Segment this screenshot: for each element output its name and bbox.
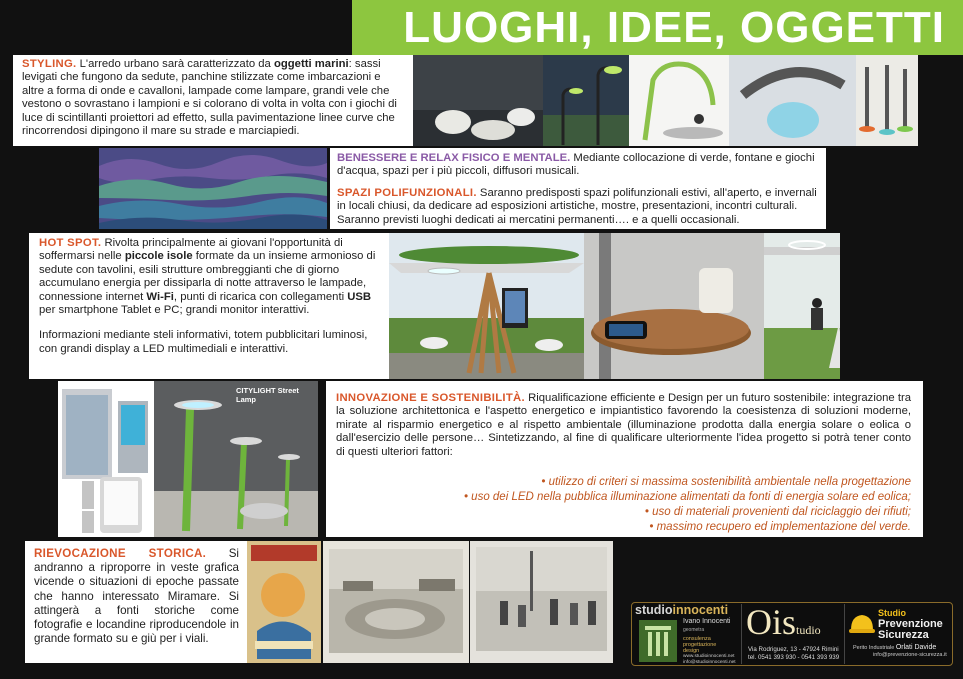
- innovazione-block: [336, 392, 911, 459]
- citylight-render: [58, 381, 318, 537]
- innocenti-service: progettazione: [683, 642, 717, 648]
- historic-poster-illustration: [247, 541, 321, 663]
- historic-photo-beach: [323, 541, 469, 663]
- bullet-text: uso di materiali provenienti dal riciclaggio dei rifiuti;: [652, 506, 911, 519]
- innocenti-service: design: [683, 648, 700, 654]
- innovazione-panel: [326, 381, 923, 537]
- hard-hat-icon: [849, 612, 875, 639]
- bullet-text: uso dei LED nella pubblica illuminazione alimentati da fonti di energia solare ed eolica;: [471, 491, 911, 504]
- waves-pavement-photo: [99, 148, 327, 229]
- bullet-dot-icon: •: [649, 521, 657, 534]
- styling-panel: [13, 55, 413, 146]
- bullet-item: [336, 490, 911, 505]
- prev-word-1: Studio: [878, 608, 906, 618]
- innocenti-mail: info@studioinnocenti.net: [683, 660, 736, 665]
- oistudio-logo: [741, 604, 844, 664]
- innocenti-role: geometra: [683, 627, 705, 633]
- rievocazione-heading: RIEVOCAZIONE STORICA.: [34, 547, 207, 560]
- historic-beach-illustration: [323, 541, 469, 663]
- hotspot-illustration: [389, 233, 840, 379]
- hotspot-text-2: formate da un insieme armonioso di sedute con tavolini, esili strutture ombreggianti che di giorno accumulano energia per dissiparla di notte attraverso le lampade, connessione internet: [39, 250, 376, 303]
- oistudio-contact: [748, 646, 839, 662]
- styling-bold-1: oggetti marini: [273, 58, 349, 70]
- bullet-dot-icon: •: [541, 476, 549, 489]
- innocenti-contact: [683, 618, 736, 666]
- hotspot-heading: HOT SPOT.: [39, 237, 102, 249]
- oistudio-phones: tel. 0541 393 930 - 0541 393 939: [748, 654, 840, 661]
- footer-logos: [631, 602, 953, 666]
- prev-word-2: Prevenzione: [878, 618, 943, 630]
- innocenti-service: consulenza: [683, 636, 711, 642]
- hotspot-text-1: Rivolta principalmente ai giovani l'opportunità di soffermarsi nelle: [39, 237, 343, 263]
- waves-pattern: [99, 148, 327, 229]
- prevenzione-logo: [844, 604, 951, 664]
- bullet-text: massimo recupero ed implementazione del verde.: [656, 521, 911, 534]
- prevenzione-wordmark: [878, 608, 943, 641]
- tudio-word: tudio: [796, 623, 821, 637]
- hotspot-bold-3: USB: [347, 290, 372, 303]
- column-logo-icon: [639, 620, 677, 662]
- rievocazione-text: Si andranno a riproporre in veste grafica vicende o situazioni di epoche passate che hanno interessato Miramare. Si attingerà a fonti storiche come fotografie e locandine riproducendole in grande formato su e giù per i viali.: [34, 547, 239, 646]
- hotspot-text-3: , punti di ricarica con collegamenti: [173, 290, 348, 303]
- spazi-heading: SPAZI POLIFUNZIONALI.: [337, 186, 477, 199]
- studio-innocenti-logo: [635, 604, 739, 664]
- hotspot-bold-1: piccole isole: [124, 250, 193, 263]
- bullet-dot-icon: •: [463, 491, 472, 504]
- innovazione-text: Riqualificazione efficiente e Design per un futuro sostenibile: integrazione tra la soluzione architettonica e l'aspetto energetico e impiantistico favorendo la coesistenza di soluzioni moderne, mirate al risparmio energetico e al rispetto ambientale (illuminazione prodotta dalla energia solare o eolica o dall'esercizio delle persone… Sintetizzando, al fine di qualificare ulteriormente l'idea progetto si potrà tener conto di questi ulteriori fattori:: [336, 392, 912, 458]
- bullet-item: [336, 475, 911, 490]
- prev-name: Orlati Davide: [895, 644, 937, 651]
- page-title: LUOGHI, IDEE, OGGETTI: [352, 0, 963, 55]
- bullet-text: utilizzo di criteri si massima sostenibilità ambientale nella progettazione: [548, 476, 911, 489]
- spazi-block: [337, 187, 820, 227]
- prev-word-3: Sicurezza: [878, 629, 929, 641]
- bullet-dot-icon: •: [644, 506, 653, 519]
- studio-word: studio: [635, 603, 673, 617]
- innocenti-word: innocenti: [672, 603, 729, 617]
- marine-objects-illustration: [413, 55, 918, 146]
- oistudio-address: Via Rodriguez, 13 - 47924 Rimini: [748, 646, 839, 653]
- styling-text-2: : sassi levigati che fungono da sedute, panchine stilizzate come imbarcazioni e altre a forma di onde e cavalloni, lampade come lampare, grandi vele che vestono o sovrastano i lampioni e si colorano di volta in volta con i giochi di luce di scintillanti proiettori ad effetto, sulla pavimentazione linee curve che rincorrendosi dipingono il mare su strade e marciapiedi.: [22, 58, 397, 138]
- benessere-heading: BENESSERE E RELAX FISICO E MENTALE.: [337, 152, 571, 164]
- hotspot-info: Informazioni mediante steli informativi, totem pubblicitari luminosi, con grandi display a LED multimediali e interattivi.: [39, 329, 368, 355]
- historic-poster: [247, 541, 321, 663]
- historic-people-illustration: [470, 541, 613, 663]
- citylight-label: CITYLIGHT Street Lamp: [236, 386, 299, 404]
- innovazione-bullets: [336, 475, 911, 535]
- hotspot-panel: [29, 233, 389, 379]
- styling-heading: STYLING.: [22, 58, 77, 70]
- historic-photo-people: [470, 541, 613, 663]
- ois-word: Ois: [746, 602, 797, 642]
- prev-mail: info@prevenzione-sicurezza.it: [873, 651, 947, 658]
- hotspot-text-4: per smartphone Tablet e PC; grandi monitor interattivi.: [39, 304, 310, 317]
- benessere-text: Mediante collocazione di verde, fontane e giochi d'acqua, spazi per i più piccoli, diffusori musicali.: [337, 152, 815, 178]
- innovazione-heading: INNOVAZIONE E SOSTENIBILITÀ.: [336, 392, 525, 404]
- bullet-item: [336, 505, 911, 520]
- hotspot-bold-2: Wi-Fi: [146, 290, 174, 303]
- benessere-spazi-panel: [330, 148, 826, 229]
- styling-photo-strip: [413, 55, 918, 146]
- hotspot-photos: [389, 233, 840, 379]
- styling-text-1: L'arredo urbano sarà caratterizzato da: [76, 58, 274, 70]
- prevenzione-contact: [853, 645, 947, 658]
- benessere-block: [337, 152, 820, 179]
- studio-innocenti-wordmark: [635, 604, 739, 617]
- rievocazione-panel: [25, 541, 247, 663]
- oistudio-wordmark: [746, 602, 821, 642]
- spazi-text: Saranno predisposti spazi polifunzionali estivi, all'aperto, e invernali in locali chiusi, da dedicare ad esposizioni artistiche, mostre, presentazioni, incontri culturali. Saranno previsti luoghi dedicati ai mercatini permanenti…. e a quelli occasionali.: [337, 186, 817, 226]
- innocenti-person: Ivano Innocenti: [683, 618, 731, 625]
- innocenti-web: www.studioinnocenti.net: [683, 654, 735, 659]
- hotspot-block: [39, 237, 381, 317]
- citylight-illustration: [58, 381, 318, 537]
- bullet-item: [336, 520, 911, 535]
- prev-role: Perito Industriale: [853, 645, 895, 651]
